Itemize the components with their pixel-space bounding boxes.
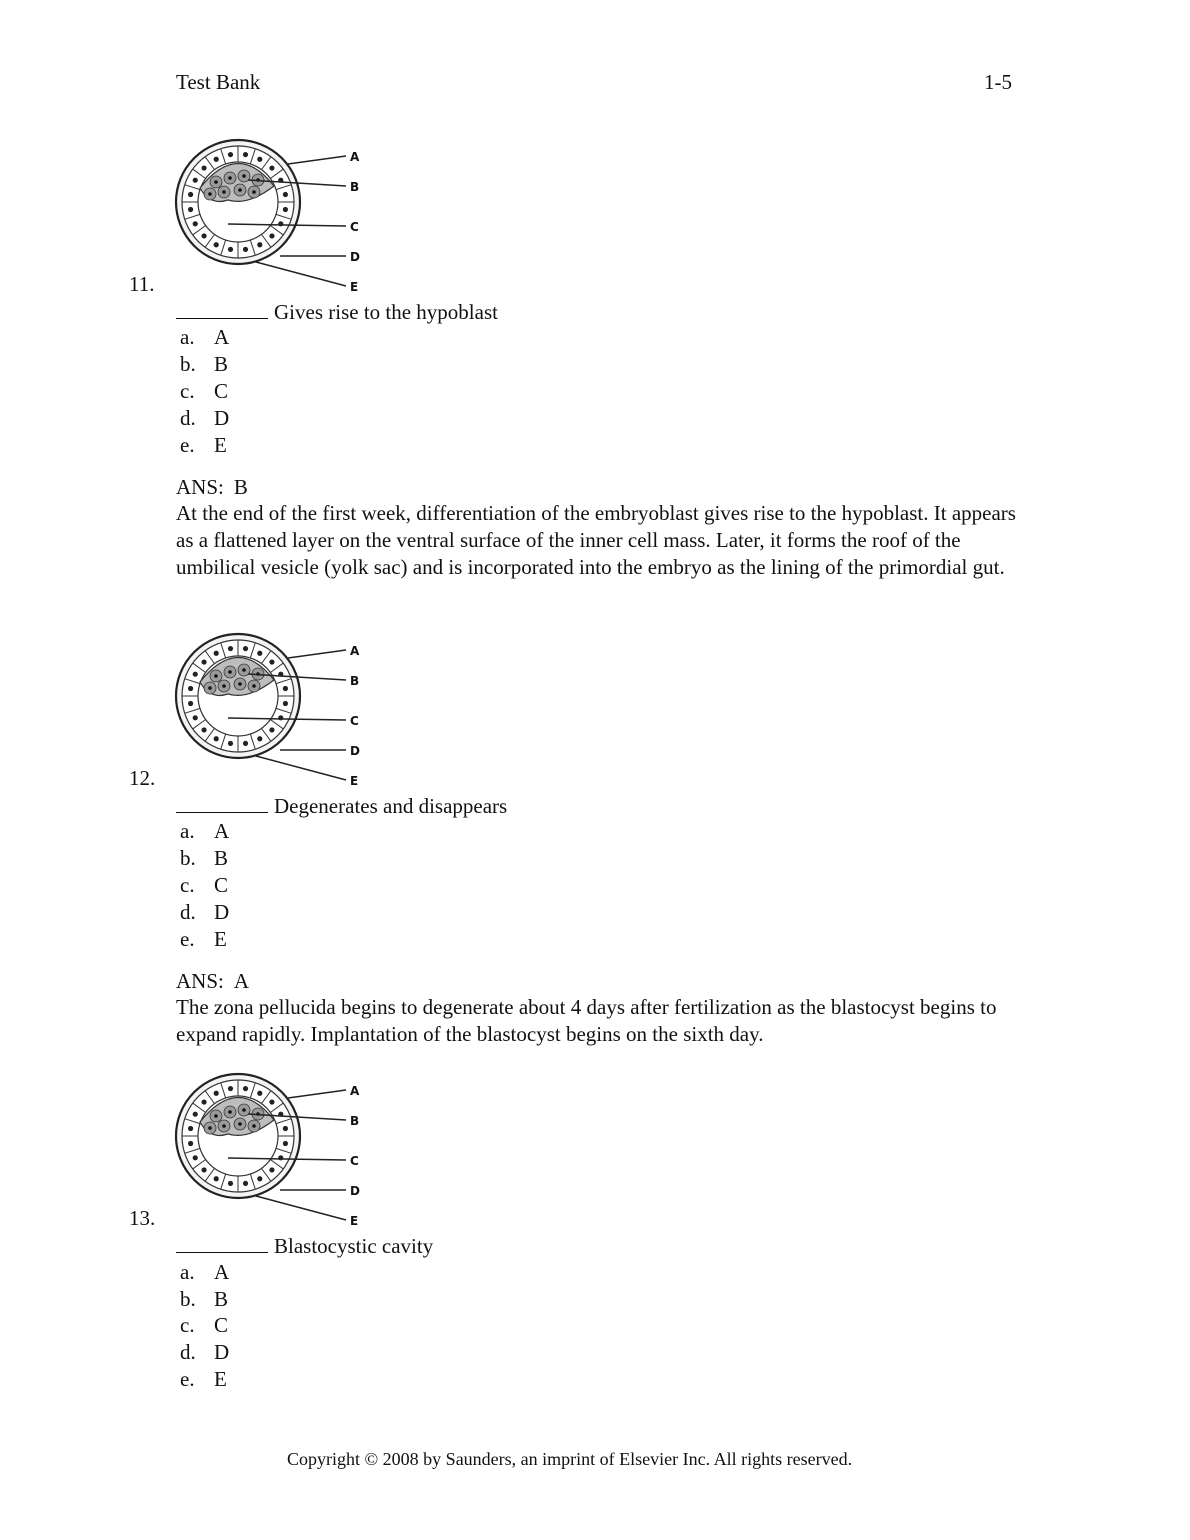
cell-nucleus: [242, 1108, 246, 1112]
answer-blank: [176, 794, 268, 813]
answer-label: ANS:: [176, 475, 224, 499]
leader-line: [288, 650, 346, 658]
page-number: 1-5: [984, 70, 1012, 94]
option-b[interactable]: [180, 1289, 228, 1310]
option-text: D: [214, 900, 230, 924]
answer-explanation: The zona pellucida begins to degenerate about 4 days after fertilization as the blastocyst begins to expand rapidly. Implantation of the blastocyst begins on the sixth day.: [176, 995, 997, 1046]
diagram-label: A: [350, 1084, 360, 1098]
question-prompt: [176, 794, 507, 817]
cell-nucleus: [257, 242, 262, 247]
cell-nucleus: [242, 668, 246, 672]
cell-nucleus: [269, 1167, 274, 1172]
cell-nucleus: [257, 1176, 262, 1181]
option-letter: b.: [180, 352, 196, 376]
cell-nucleus: [228, 1110, 232, 1114]
option-text: E: [214, 1367, 227, 1391]
option-text: A: [214, 1260, 230, 1284]
cell-nucleus: [228, 152, 233, 157]
cell-nucleus: [269, 727, 274, 732]
cell-nucleus: [188, 686, 193, 691]
diagram-label: A: [350, 644, 360, 658]
option-text: E: [214, 433, 227, 457]
cell-nucleus: [214, 736, 219, 741]
diagram-label: C: [350, 220, 359, 234]
cell-nucleus: [214, 1114, 218, 1118]
leader-line: [288, 1090, 346, 1098]
answer-line: [176, 477, 248, 498]
cell-nucleus: [214, 242, 219, 247]
option-text: C: [214, 1313, 229, 1337]
cell-nucleus: [188, 1126, 193, 1131]
option-letter: e.: [180, 1367, 195, 1391]
option-text: A: [214, 325, 230, 349]
diagram-label: B: [350, 1114, 360, 1128]
cell-nucleus: [214, 180, 218, 184]
cell-nucleus: [228, 1086, 233, 1091]
cell-nucleus: [208, 192, 212, 196]
option-letter: a.: [180, 325, 195, 349]
diagram-label: D: [350, 744, 360, 758]
option-text: B: [214, 352, 229, 376]
answer-explanation: At the end of the first week, differentiation of the embryoblast gives rise to the hypoblast. It appears as a flattened layer on the ventral surface of the inner cell mass. Later, it forms the roof of the umbilical vesicle (yolk sac) and is incorporated into the embryo as the lining of the primordial gut.: [176, 501, 1016, 579]
cell-nucleus: [214, 1091, 219, 1096]
option-text: B: [214, 1287, 229, 1311]
cell-nucleus: [193, 221, 198, 226]
question-number: 13.: [129, 1206, 156, 1230]
cell-nucleus: [283, 192, 288, 197]
cell-nucleus: [201, 165, 206, 170]
answer-value: B: [233, 475, 248, 499]
option-text: D: [214, 1340, 230, 1364]
cell-nucleus: [283, 207, 288, 212]
cell-nucleus: [257, 651, 262, 656]
diagram-label: B: [350, 674, 360, 688]
answer-line: [176, 971, 249, 992]
cell-nucleus: [243, 152, 248, 157]
option-d[interactable]: [180, 1342, 229, 1363]
question-prompt: [176, 300, 498, 323]
cell-nucleus: [242, 174, 246, 178]
prompt-text: Gives rise to the hypoblast: [274, 300, 498, 324]
answer-label: ANS:: [176, 969, 224, 993]
cell-nucleus: [243, 741, 248, 746]
answer-blank: [176, 1234, 268, 1253]
cell-nucleus: [269, 233, 274, 238]
copyright-footer: Copyright © 2008 by Saunders, an imprint of Elsevier Inc. All rights reserved.: [287, 1449, 853, 1469]
cell-nucleus: [201, 1099, 206, 1104]
cell-nucleus: [193, 715, 198, 720]
cell-nucleus: [228, 741, 233, 746]
option-a[interactable]: [180, 821, 229, 842]
cell-nucleus: [214, 1176, 219, 1181]
cell-nucleus: [193, 672, 198, 677]
cell-nucleus: [238, 188, 242, 192]
option-text: E: [214, 927, 227, 951]
option-e[interactable]: [180, 435, 227, 456]
diagram-label: A: [350, 150, 360, 164]
cell-nucleus: [269, 659, 274, 664]
option-b[interactable]: [180, 354, 228, 375]
cell-nucleus: [222, 1124, 226, 1128]
question-prompt: [176, 1234, 433, 1257]
option-text: D: [214, 406, 230, 430]
cell-nucleus: [188, 1141, 193, 1146]
prompt-text: Degenerates and disappears: [274, 794, 508, 818]
cell-nucleus: [201, 1167, 206, 1172]
diagram-label: B: [350, 180, 360, 194]
cell-nucleus: [228, 247, 233, 252]
option-text: B: [214, 846, 229, 870]
option-letter: e.: [180, 927, 195, 951]
diagram-label: C: [350, 1154, 359, 1168]
answer-blank: [176, 300, 268, 319]
cell-nucleus: [228, 646, 233, 651]
option-letter: a.: [180, 819, 195, 843]
cell-nucleus: [243, 1181, 248, 1186]
cell-nucleus: [188, 207, 193, 212]
cell-nucleus: [257, 736, 262, 741]
question-number: 11.: [129, 272, 155, 296]
option-b[interactable]: [180, 848, 228, 869]
leader-line: [256, 756, 346, 780]
cell-nucleus: [283, 1126, 288, 1131]
option-letter: c.: [180, 873, 195, 897]
option-text: C: [214, 379, 229, 403]
cell-nucleus: [257, 1091, 262, 1096]
cell-nucleus: [243, 646, 248, 651]
option-letter: b.: [180, 846, 196, 870]
header-title: Test Bank: [176, 70, 261, 94]
diagram-label: C: [350, 714, 359, 728]
option-text: C: [214, 873, 229, 897]
option-letter: b.: [180, 1287, 196, 1311]
diagram-label: E: [350, 280, 359, 294]
cell-nucleus: [283, 1141, 288, 1146]
prompt-text: Blastocystic cavity: [274, 1234, 434, 1258]
option-c[interactable]: [180, 875, 228, 896]
diagram-label: D: [350, 250, 360, 264]
cell-nucleus: [228, 1181, 233, 1186]
cell-nucleus: [214, 674, 218, 678]
option-letter: c.: [180, 379, 195, 403]
cell-nucleus: [252, 1124, 256, 1128]
option-c[interactable]: [180, 381, 228, 402]
cell-nucleus: [193, 1112, 198, 1117]
blastocyst-diagram-q11: [168, 136, 368, 296]
cell-nucleus: [269, 165, 274, 170]
cell-nucleus: [252, 684, 256, 688]
option-text: A: [214, 819, 230, 843]
option-letter: d.: [180, 1340, 196, 1364]
question-number: 12.: [129, 766, 156, 790]
cell-nucleus: [283, 701, 288, 706]
cell-nucleus: [228, 670, 232, 674]
cell-nucleus: [257, 157, 262, 162]
leader-line: [288, 156, 346, 164]
option-letter: a.: [180, 1260, 195, 1284]
cell-nucleus: [243, 1086, 248, 1091]
cell-nucleus: [228, 176, 232, 180]
leader-line: [256, 1196, 346, 1220]
cell-nucleus: [238, 1122, 242, 1126]
cell-nucleus: [193, 1155, 198, 1160]
leader-line: [256, 262, 346, 286]
cell-nucleus: [193, 178, 198, 183]
blastocyst-diagram-q13: [168, 1070, 368, 1230]
cell-nucleus: [243, 247, 248, 252]
cell-nucleus: [283, 686, 288, 691]
option-letter: c.: [180, 1313, 195, 1337]
option-d[interactable]: [180, 408, 229, 429]
cell-nucleus: [238, 682, 242, 686]
cell-nucleus: [252, 190, 256, 194]
answer-value: A: [233, 969, 250, 993]
option-a[interactable]: [180, 1262, 229, 1283]
cell-nucleus: [201, 659, 206, 664]
cell-nucleus: [214, 651, 219, 656]
diagram-label: D: [350, 1184, 360, 1198]
cell-nucleus: [188, 192, 193, 197]
option-letter: d.: [180, 900, 196, 924]
option-e[interactable]: [180, 929, 227, 950]
cell-nucleus: [208, 1126, 212, 1130]
blastocyst-diagram-q12: [168, 630, 368, 790]
option-e[interactable]: [180, 1369, 227, 1390]
cell-nucleus: [208, 686, 212, 690]
option-letter: e.: [180, 433, 195, 457]
cell-nucleus: [214, 157, 219, 162]
option-letter: d.: [180, 406, 196, 430]
option-a[interactable]: [180, 327, 229, 348]
option-c[interactable]: [180, 1315, 228, 1336]
cell-nucleus: [269, 1099, 274, 1104]
option-d[interactable]: [180, 902, 229, 923]
cell-nucleus: [222, 684, 226, 688]
cell-nucleus: [222, 190, 226, 194]
cell-nucleus: [201, 233, 206, 238]
diagram-label: E: [350, 774, 359, 788]
cell-nucleus: [188, 701, 193, 706]
cell-nucleus: [201, 727, 206, 732]
diagram-label: E: [350, 1214, 359, 1228]
